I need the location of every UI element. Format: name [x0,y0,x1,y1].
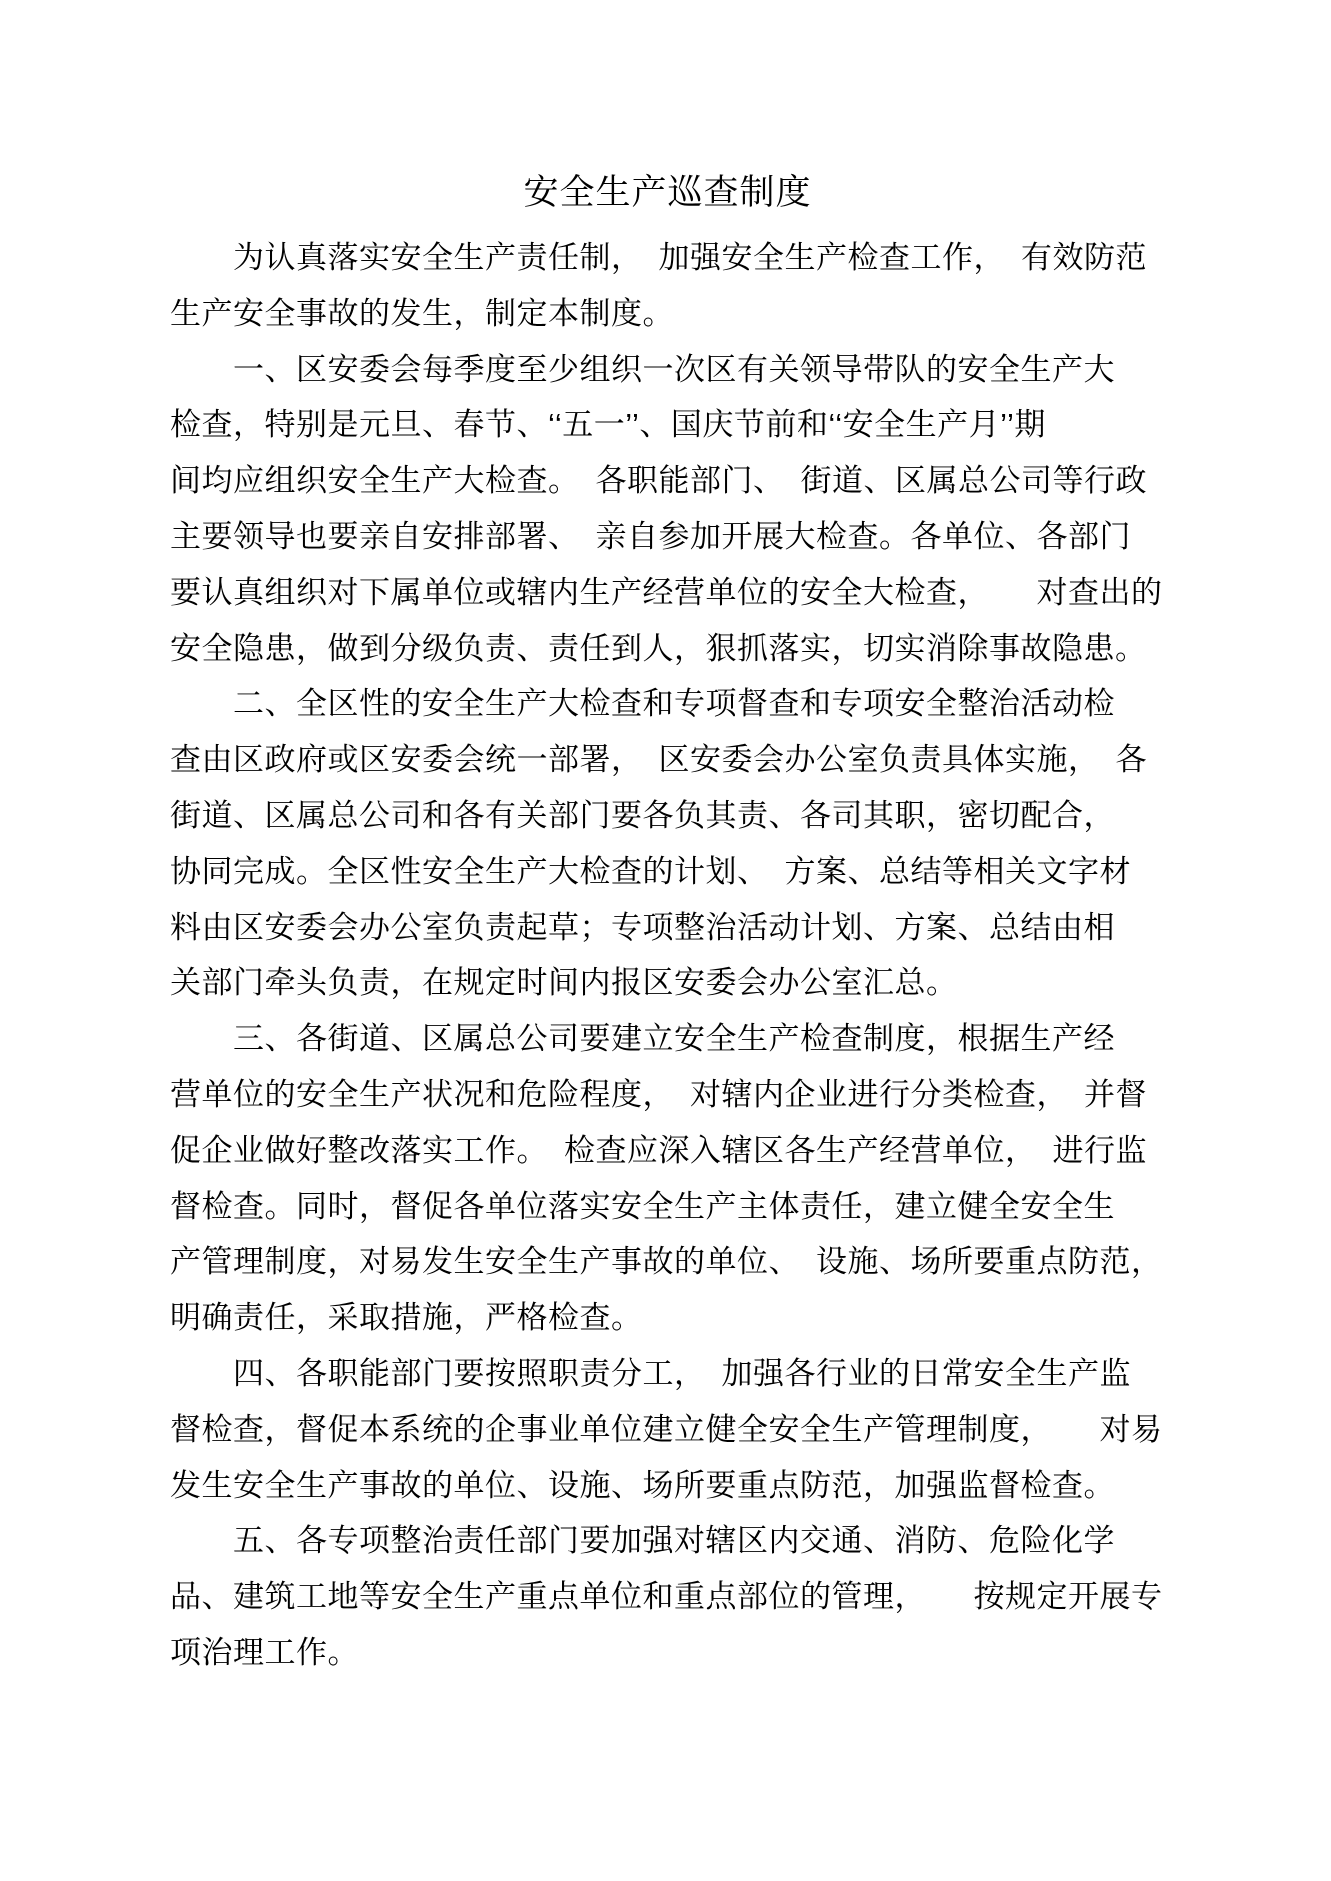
text-line: 料由区安委会办公室负责起草；专项整治活动计划、方案、总结由相 [170,909,1115,945]
text-line: 关部门牵头负责，在规定时间内报区安委会办公室汇总。 [170,965,958,1001]
document-page [170,164,1165,1681]
text-line: 协同完成。全区性安全生产大检查的计划、 方案、总结等相关文字材 [170,853,1131,889]
text-line: 街道、区属总公司和各有关部门要各负其责、各司其职，密切配合， [170,797,1115,833]
text-line: 安全隐患，做到分级负责、责任到人，狠抓落实，切实消除事故隐患。 [170,630,1147,666]
text-line: 督检查。同时，督促各单位落实安全生产主体责任，建立健全安全生 [170,1188,1115,1224]
text-line: 促企业做好整改落实工作。 检查应深入辖区各生产经营单位， 进行监 [170,1132,1147,1168]
document-title: 安全生产巡查制度 [523,173,812,212]
text-line: 四、各职能部门要按照职责分工， 加强各行业的日常安全生产监 [170,1355,1131,1391]
text-line: 生产安全事故的发生，制定本制度。 [170,295,674,331]
text-line: 三、各街道、区属总公司要建立安全生产检查制度，根据生产经 [170,1021,1115,1057]
text-line: 一、区安委会每季度至少组织一次区有关领导带队的安全生产大 [170,351,1115,387]
text-line: 明确责任，采取措施，严格检查。 [170,1300,643,1336]
text-line: 查由区政府或区安委会统一部署， 区安委会办公室负责具体实施， 各 [170,742,1147,778]
text-line: 督检查，督促本系统的企事业单位建立健全安全生产管理制度， 对易 [170,1411,1163,1447]
text-line: 品、建筑工地等安全生产重点单位和重点部位的管理， 按规定开展专 [170,1579,1163,1615]
text-line: 发生安全生产事故的单位、设施、场所要重点防范，加强监督检查。 [170,1467,1115,1503]
text-line: 项治理工作。 [170,1634,359,1670]
text-line: 检查，特别是元旦、春节、‘‘五一’’、国庆节前和‘‘安全生产月’’期 [170,407,1046,443]
text-line: 主要领导也要亲自安排部署、 亲自参加开展大检查。各单位、各部门 [170,518,1131,554]
text-line: 营单位的安全生产状况和危险程度， 对辖内企业进行分类检查， 并督 [170,1076,1147,1112]
text-line: 二、全区性的安全生产大检查和专项督查和专项安全整治活动检 [170,686,1115,722]
text-line: 为认真落实安全生产责任制， 加强安全生产检查工作， 有效防范 [170,240,1147,275]
text-line: 产管理制度，对易发生安全生产事故的单位、 设施、场所要重点防范， [170,1244,1163,1280]
text-line: 间均应组织安全生产大检查。 各职能部门、 街道、区属总公司等行政 [170,463,1147,499]
text-line: 五、各专项整治责任部门要加强对辖区内交通、消防、危险化学 [170,1523,1115,1559]
text-line: 要认真组织对下属单位或辖内生产经营单位的安全大检查， 对查出的 [170,574,1163,610]
